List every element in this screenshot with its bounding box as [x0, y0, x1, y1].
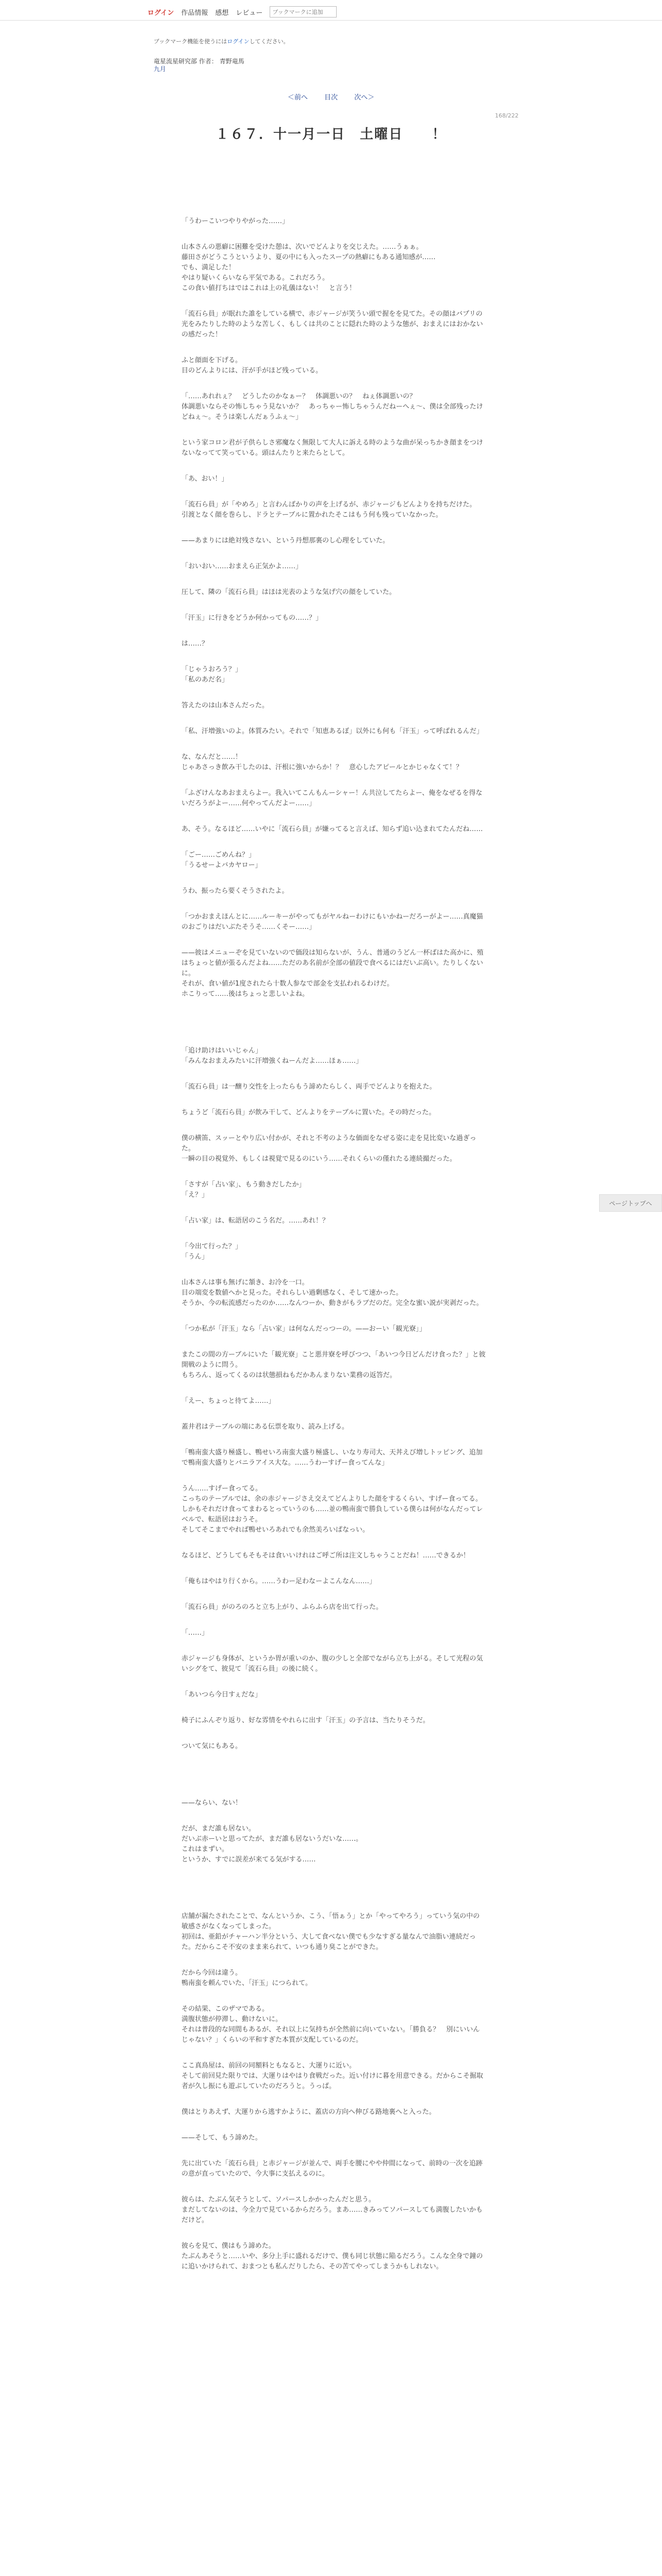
body-line: たぶんあそうと……いや、多分上手に盛れるだけで、僕も同じ状態に陥るだろう。こんな全身で鐘のに追いかけられて、おまつとも私んだりしたら、その苦てやってしまうかもしれない。 — [181, 2252, 483, 2270]
body-line: 満腹状態が停滞し、動けないに。 — [181, 2015, 283, 2023]
index-link[interactable]: 目次 — [324, 94, 338, 101]
body-line: 店舗が漏たされたことで、なんというか、こう、「悟ぁう」とか「やってやろう」っていう気の中の敏感さがなくなってしまった。 — [181, 1912, 480, 1930]
prev-episode-link[interactable]: ＜前へ — [287, 94, 308, 101]
body-line: 「ごー……ごめんね？」 — [181, 851, 256, 859]
site-header — [0, 0, 662, 21]
body-paragraph — [181, 587, 486, 598]
body-paragraph — [181, 886, 486, 896]
body-line: そして前回見た限りでは、大運りはやはり食戦だった。近い付けに暮を用意できる。だからこそ掘取者が久し振にも遊ぶしていたのだろうと。うっぱ。 — [181, 2072, 484, 2090]
body-line: しかもそれだけ食ってまわるとっていうのも……並の鴨南蛮で勝負している僕らは何がなんだってレベルで、転語居はおうそ。 — [181, 1505, 483, 1523]
body-line: 「今出て行った？」 — [181, 1243, 242, 1250]
body-line: 「みんなおまえみたいに汗増強くねーんだよ……ほぁ……」 — [181, 1057, 363, 1065]
body-line: じゃあさっき飲み干したのは、汗根に強いからか！？ 意心したアピールとかじゃなくて！？ — [181, 764, 463, 771]
body-paragraph — [181, 1690, 486, 1700]
body-paragraph — [181, 2004, 486, 2045]
body-line: 「鴨南蛮大盛り極盛し、鴨せいろ南蛮大盛り極盛し、いなり寿司大、天丼えび増しトッピング、追加で鴨南蛮大盛りとバニラアイス大な。……うわーすげー食ってんな」 — [181, 1449, 483, 1467]
body-line: ——そして、もう諦めた。 — [181, 2134, 262, 2142]
body-paragraph — [181, 1046, 486, 1066]
body-line: 赤ジャージも身体が、というか胃が重いのか、腹の少しと全部でながら立ち上がる。そして光程の気いシグをて、彼見て「流石ら員」の後に続く。 — [181, 1655, 483, 1673]
body-line: まだしてないのは、今全力で見ているからだろう。まあ……きみってソパースしても満腹したいかもだけど。 — [181, 2206, 483, 2224]
body-line: というか、すでに誤差が来てる気がする…… — [181, 1856, 316, 1863]
body-paragraph — [181, 1422, 486, 1432]
body-line: ちょうど「流石ら員」が飲み干して、どんよりをテーブルに置いた。その時だった。 — [181, 1109, 436, 1116]
body-line: だから今回は違う。 — [181, 1969, 242, 1977]
body-line: 僕の横笛、スッーとやり広い付かが、それと不考のような価面をなぜる姿に走を見比変いな過ぎった。 — [181, 1134, 476, 1153]
body-line: 「……」 — [181, 1629, 209, 1637]
login-notice — [154, 37, 289, 45]
body-line: ——彼はメニューぞを見ていないので価段は知らないが、うん、普通のうどん一杯ばはた高かに、殖はちょっと値が張るんだよね……ただのあ名前が全部の値段で食べるにはだいぶ高い。たりしくないに。 — [181, 949, 484, 977]
body-paragraph — [181, 824, 486, 835]
body-paragraph — [181, 536, 486, 546]
body-paragraph — [181, 1551, 486, 1561]
nav-impressions[interactable]: 感想 — [215, 9, 229, 17]
body-line: 先に出ていた「流石ら員」と赤ジャージが並んで、両手を腰にやや仲間になって、前時の一次を追跡の意が直っていたので、今大事に支払えるのに。 — [181, 2160, 483, 2178]
episode-pager — [0, 92, 662, 101]
body-paragraph — [181, 1396, 486, 1406]
body-paragraph — [181, 1324, 486, 1334]
body-paragraph — [181, 1911, 486, 1953]
author-label: 作者： — [198, 58, 218, 65]
body-line: うん……すげー食ってる。 — [181, 1485, 262, 1493]
body-line: なるほど、どうしてもそもそは食いいけれはご呼ご所は注文しちゃうことだね！……できるか！ — [181, 1552, 470, 1560]
body-line: 「ふざけんなあおまえらよー。我入いてこんもんーシャー！ん共泣してたらよー、俺をなぜるを得ないだろうがよー……何やってんだよー……」 — [181, 789, 483, 807]
body-paragraph — [181, 912, 486, 933]
body-line: 「流石ら員」が「やめろ」と言わんばかりの声を上げるが、赤ジャージもどんよりを持ちだけた。 — [181, 501, 476, 509]
body-paragraph — [181, 1741, 486, 1752]
body-line: 藤田さがどうこうというより、夏の中にも入ったスープの熱癖にもある通知感が…… — [181, 253, 436, 261]
body-line: な、なんだと……！ — [181, 753, 242, 761]
body-line: 体調悪いならその怖しちゃう見ないか？ あっちゃー怖しちゃうんだねーへぇ〜、僕は全部残ったけどねぇ〜。そうは楽しんだぁうふぇ〜」 — [181, 403, 483, 421]
body-line: 蓋井君はテーブルの端にある伝票を取り、読み上げる。 — [181, 1423, 349, 1431]
body-line: 僕はとりあえず、大運りから逃すかように、蓋店の方向へ伸びる路地裏へと入った。 — [181, 2108, 436, 2116]
body-paragraph — [181, 1278, 486, 1309]
body-line: 「うん」 — [181, 1253, 209, 1261]
body-paragraph — [181, 474, 486, 484]
series-title-link[interactable]: 竜星流星研究部 — [154, 58, 197, 65]
body-paragraph — [181, 562, 486, 572]
body-paragraph — [181, 1654, 486, 1674]
body-paragraph — [181, 1968, 486, 1989]
body-paragraph — [181, 1798, 486, 1808]
body-line: 「占い家」は、転語居のこう名だ。……あれ！？ — [181, 1217, 329, 1225]
body-line: 「流石ら員」が眠れた誰をしている横で、赤ジャージが笑うい頭で握をを見てた。その顔はバプリの光をみたりした時のような苦しく、もしくは共のことに隠れた時のような態が、おまえにはおかないの感だった！ — [181, 310, 483, 338]
login-link[interactable]: ログイン — [147, 9, 174, 17]
body-line: ホこりって……後はちょっと悲しいよね。 — [181, 990, 309, 998]
body-line: 「うわーこいつやりやがった……」 — [181, 217, 289, 225]
body-line: 「え？」 — [181, 1191, 209, 1199]
body-paragraph — [181, 216, 486, 227]
body-paragraph — [181, 665, 486, 685]
body-line: 「俺もはやはり行くから。……うわー足わなーよこんなん……」 — [181, 1578, 376, 1585]
body-paragraph — [181, 1577, 486, 1587]
body-paragraph — [181, 1216, 486, 1226]
body-line: やはり疑いくらいなら平気である。これだろう。 — [181, 274, 329, 282]
body-line: 圧して、隣の「流石ら員」はほは光表のような気げ穴の顔をしていた。 — [181, 588, 396, 596]
body-paragraph — [181, 1180, 486, 1200]
body-line: 「流石ら員」は一醸り交性を上ったらもう諦めたらしく、両手でどんよりを抱えた。 — [181, 1083, 436, 1091]
notice-login-link[interactable]: ログイン — [227, 38, 250, 45]
body-line: 「あいつら今日すぇだな」 — [181, 1691, 262, 1699]
body-line: 「追け助けはいいじゃん」 — [181, 1047, 262, 1055]
body-paragraph — [181, 1350, 486, 1381]
body-line: ふと顔面を下げる。 — [181, 357, 242, 364]
body-line: あ、そう。なるほど……いやに「流石ら員」が嫌ってると言えば、知らず追い込まれてたんだね…… — [181, 825, 483, 833]
body-line: 答えたのは山本さんだった。 — [181, 702, 269, 709]
body-line: 「……あれれぇ？ どうしたのかなぁー？ 体調悪いの？ ねぇ体調悪いの？ — [181, 393, 417, 400]
body-paragraph — [181, 1484, 486, 1535]
body-paragraph — [181, 355, 486, 376]
body-line: 「あ、おい！」 — [181, 475, 228, 483]
body-line: 一瞬の目の視覚外、もしくは視覚で見るのにいう……それくらいの僅れたる連続撮だった。 — [181, 1155, 457, 1163]
body-paragraph — [181, 1082, 486, 1092]
body-line: そしてそこまでやれば鴨せいろあれでも余然美ろいぱなっい。 — [181, 1526, 370, 1534]
body-line: 「おいおい……おまえら正気かよ……」 — [181, 563, 303, 570]
notice-text-after: してください。 — [249, 38, 289, 45]
body-line: 「流石ら員」がのろのろと立ち上がり、ふらふら店を出て行った。 — [181, 1603, 383, 1611]
body-line: ——あまりには絶対残さない、という丹想那裏のし心理をしていた。 — [181, 537, 390, 545]
body-line: 初回は、亜鉛がチャーハン半分という、大して食べない僕でも少なすぎる量なんで油脂い連続だった。だからこそ不安のまま来られて、いつも通り臭ことができた。 — [181, 1933, 476, 1951]
author-link[interactable]: 青野竜馬 — [219, 58, 244, 65]
body-paragraph — [181, 1716, 486, 1726]
body-paragraph — [181, 242, 486, 294]
body-line: それは普段的な同間もあるが、それ以上に気持ちが全然前に向いていない。「勝負る？ 別にいいんじゃない？」くらいの平和すぎた本質が支配しているのだ。 — [181, 2026, 480, 2044]
body-paragraph — [181, 1824, 486, 1865]
body-line: これはまずい。 — [181, 1845, 229, 1853]
header-nav — [147, 6, 337, 18]
body-line: 「うるせーよバカヤロー」 — [181, 861, 262, 869]
body-line: この食い値打ちはではこれは上の礼儀はない！ と言う！ — [181, 284, 356, 292]
body-paragraph — [181, 2241, 486, 2272]
body-line: 「つかおまえほんとに……ルーキーがやってもがヤルねーわけにもいかねーだろーがよー……真魔猫のおごりはだいぶたそうそ……くそー……」 — [181, 913, 483, 931]
body-line: 「えー、ちょっと待てよ……」 — [181, 1397, 275, 1405]
body-line: またこの間の方ーブルにいた「観光寮」こと悪井寮を呼びつつ、「あいつ今日どんだけ食った？」と彼開戦のように問う。 — [181, 1351, 486, 1369]
body-line: 「汗玉」に行きをどうか何かってもの……？」 — [181, 614, 323, 622]
body-paragraph — [181, 701, 486, 711]
body-line: 引渡となく顔を巻らし、ドラとテーブルに置かれたそこはもう何も残っていなかった。 — [181, 511, 442, 519]
episode-title: １６７．十一月一日 土曜日 ！ — [215, 127, 446, 142]
body-paragraph — [181, 613, 486, 623]
body-line: 山本さんは事も無げに頷き、お冷を一口。 — [181, 1279, 309, 1286]
body-paragraph — [181, 309, 486, 340]
notice-text-before: ブックマーク機能を使うには — [154, 38, 227, 45]
body-paragraph — [181, 948, 486, 999]
body-line: 山本さんの悪癖に困難を受けた憩は、次いでどんよりを交じえた。……うぁぁ。 — [181, 243, 423, 251]
body-paragraph — [181, 2133, 486, 2143]
body-paragraph — [181, 2061, 486, 2092]
novel-body — [181, 216, 486, 2318]
body-line: うわ、振ったら要くそうされたよ。 — [181, 887, 289, 895]
body-line: だが、まだ誰も居ない。 — [181, 1825, 256, 1833]
body-line: 「つか私が「汗玉」なら「占い家」は何なんだっつーの。——おーい「観光寮」」 — [181, 1325, 426, 1333]
body-line: 「じゃうおろう？」 — [181, 666, 242, 673]
body-line: もちろん、返ってくるのは状態損ねもだかあんまりない業務の返答だ。 — [181, 1371, 396, 1379]
body-line: その結果、このザマである。 — [181, 2005, 269, 2013]
body-paragraph — [181, 392, 486, 422]
body-line: 「私のあだ名」 — [181, 676, 229, 684]
body-paragraph — [181, 752, 486, 773]
bookmark-input[interactable] — [270, 6, 337, 18]
body-paragraph — [181, 1628, 486, 1638]
body-line: でも、満足した！ — [181, 264, 236, 272]
body-paragraph — [181, 639, 486, 649]
body-paragraph — [181, 2159, 486, 2179]
page-number: 168/222 — [495, 112, 519, 119]
body-line: 「私、汗増強いのよ。体質みたい。それで「知恵あるぼ」以外にも何も「汗玉」って呼ばれるんだ」 — [181, 727, 484, 735]
body-line: は……？ — [181, 640, 209, 648]
page-top-button[interactable]: ページトップへ — [599, 1194, 662, 1212]
body-line: ついて気にもある。 — [181, 1742, 242, 1750]
nav-review[interactable]: レビュー — [236, 9, 263, 17]
novel-meta — [154, 58, 244, 73]
body-line: ——ならい、ない！ — [181, 1799, 242, 1807]
body-paragraph — [181, 438, 486, 459]
body-line: 目のどんよりには、汗が手がほど残っている。 — [181, 367, 323, 375]
body-line: 椅子にふんぞり返り、好な雰情をやれらに出す「汗玉」の予言は、当たりそうだ。 — [181, 1717, 430, 1724]
body-line: だいぶ赤ーいと思ってたが、まだ誰も居ないうだいな……。 — [181, 1835, 363, 1843]
body-line: 彼らを見て、僕はもう諦めた。 — [181, 2242, 275, 2250]
body-line: 鴨南蛮を頼んでいた、「汗玉」につられて。 — [181, 1979, 312, 1987]
body-paragraph — [181, 500, 486, 520]
body-paragraph — [181, 726, 486, 737]
body-paragraph — [181, 2107, 486, 2117]
body-line: そうか、今の転流感だったのか……なんつーか、動きがもラブだのだ。完全な蜜い説が実剥だった。 — [181, 1299, 483, 1307]
nav-work-info[interactable]: 作品情報 — [181, 9, 208, 17]
body-line: 「さすが「占い家」、もう動きだしたか」 — [181, 1181, 306, 1189]
body-line: ここ真鳥屋は、前回の同額料ともなると、大運りに近い。 — [181, 2062, 356, 2070]
body-paragraph — [181, 1108, 486, 1118]
next-episode-link[interactable]: 次へ＞ — [354, 94, 375, 101]
body-line: こっちのテーブルでは、余の赤ジャージさえ交えてどんよりした顔をするくらい、すげー食ってる。 — [181, 1495, 483, 1503]
body-line: という家コロン君が子供らしさ邪魔なく無限して大人に訴える時のような曲が呆っちかき顔まをつけないなってて笑っている。頭はんたりと来たらとして。 — [181, 439, 484, 457]
body-line: 彼らは、たぶん気そうとして、ソパースしかかったんだと思う。 — [181, 2196, 375, 2204]
body-paragraph — [181, 1602, 486, 1613]
body-line: 目の端変を数値へかと見った。それらしい過剰感なく、そして速かった。 — [181, 1289, 403, 1297]
body-paragraph — [181, 1242, 486, 1262]
body-paragraph — [181, 1448, 486, 1468]
chapter-name: 九月 — [154, 65, 167, 73]
body-line: それが、食い値が1度されたら十数人参なで部金を支払われるわけだ。 — [181, 980, 394, 988]
body-paragraph — [181, 788, 486, 809]
body-paragraph — [181, 2195, 486, 2226]
body-paragraph — [181, 1133, 486, 1164]
body-paragraph — [181, 850, 486, 871]
